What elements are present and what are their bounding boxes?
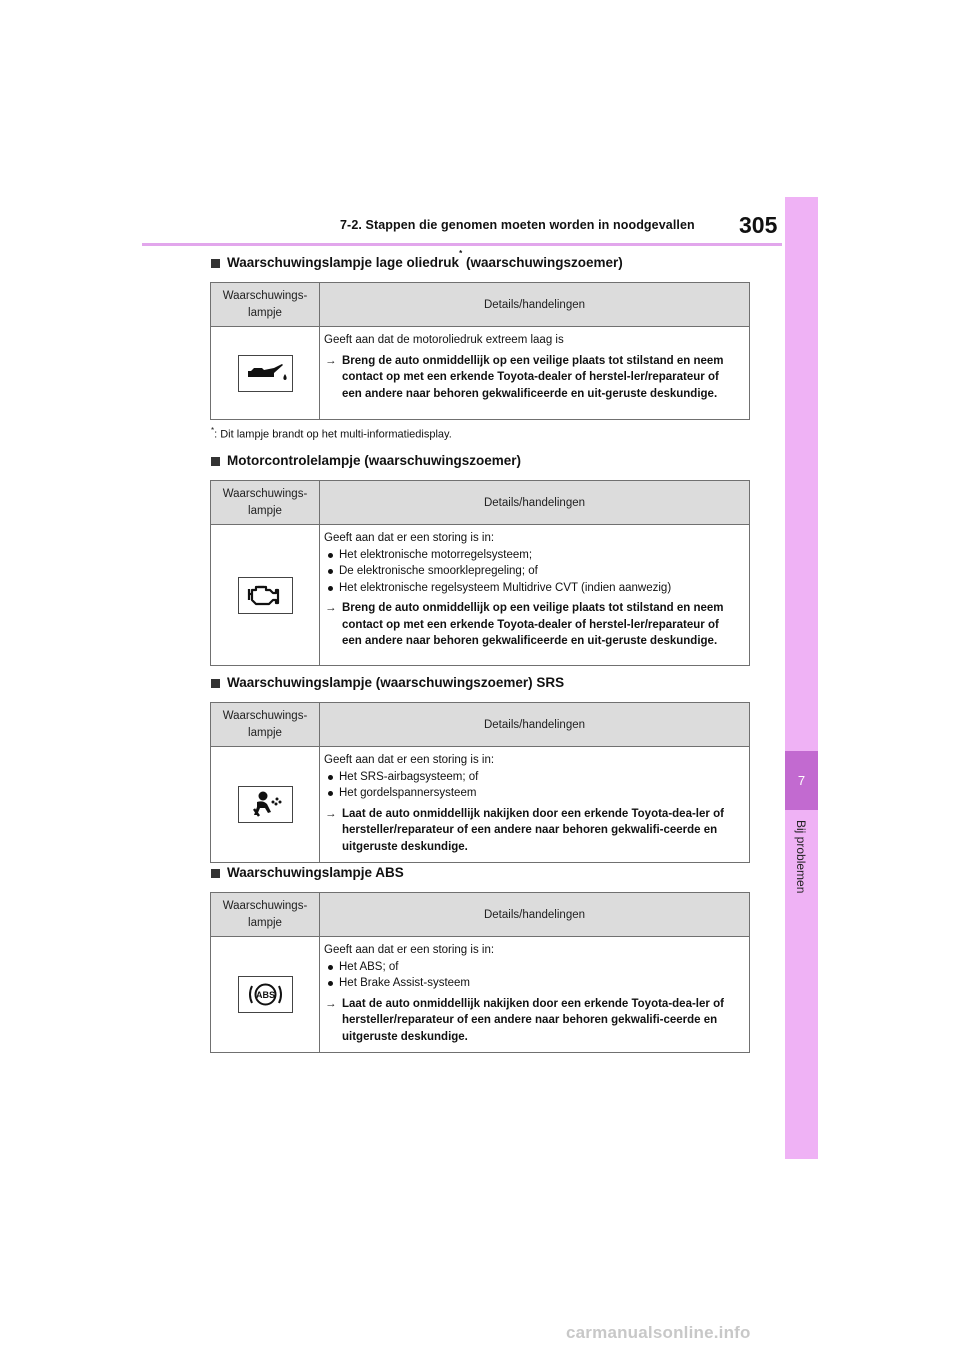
svg-text:ABS: ABS <box>255 990 275 1000</box>
action-instruction: → Breng de auto onmiddellijk op een veilige plaats tot stilstand en neem contact op met een erkende Toyota-dealer of herstel-ler/reparateur of een andere naar behoren gekwalificeerde en uit-geruste deskundige. <box>324 353 741 403</box>
square-bullet-icon <box>211 259 220 268</box>
table-header-lamp: Waarschuwings- lampje <box>211 283 320 327</box>
bullet-icon <box>328 965 333 970</box>
square-bullet-icon <box>211 679 220 688</box>
bullet-icon <box>328 569 333 574</box>
table-header-lamp: Waarschuwings- lampje <box>211 703 320 747</box>
section-heading-engine: Motorcontrolelampje (waarschuwingszoemer) <box>211 453 521 468</box>
table-header-details: Details/handelingen <box>320 481 750 525</box>
chapter-label: Bij problemen <box>794 820 808 894</box>
details-cell <box>320 327 750 420</box>
square-bullet-icon <box>211 457 220 466</box>
bullet-icon <box>328 586 333 591</box>
section-title: 7-2. Stappen die genomen moeten worden in noodgevallen <box>340 218 695 232</box>
icon-cell <box>211 747 320 863</box>
arrow-icon: → <box>325 807 337 820</box>
list-item: Het gordelspannersysteem <box>324 785 741 802</box>
chapter-number: 7 <box>785 751 818 810</box>
list-item: Het Brake Assist-systeem <box>324 975 741 992</box>
bullet-icon <box>328 981 333 986</box>
arrow-icon: → <box>325 602 337 614</box>
action-instruction: → Laat de auto onmiddellijk nakijken door een erkende Toyota-dea-ler of hersteller/reparateur of een andere naar behoren gekwalifi-ceerde en uitgeruste deskundige. <box>324 996 741 1046</box>
action-instruction: → Breng de auto onmiddellijk op een veilige plaats tot stilstand en neem contact op met een erkende Toyota-dealer of herstel-ler/reparateur of een andere naar behoren gekwalificeerde en uit-geruste deskundige. <box>324 600 741 650</box>
table-header-lamp: Waarschuwings- lampje <box>211 893 320 937</box>
icon-cell <box>211 525 320 666</box>
table-header-details: Details/handelingen <box>320 893 750 937</box>
action-instruction: → Laat de auto onmiddellijk nakijken door een erkende Toyota-dea-ler of hersteller/reparateur of een andere naar behoren gekwalifi-ceerde en uitgeruste deskundige. <box>324 806 741 856</box>
details-cell <box>320 747 750 863</box>
warning-table-engine <box>210 480 750 666</box>
engine-check-icon <box>238 577 293 614</box>
table-header-details: Details/handelingen <box>320 283 750 327</box>
table-header-lamp: Waarschuwings- lampje <box>211 481 320 525</box>
section-heading-oil-pressure: Waarschuwingslampje lage oliedruk * (waarschuwingszoemer) <box>211 255 623 270</box>
list-item: De elektronische smoorklepregeling; of <box>324 563 741 580</box>
details-intro: Geeft aan dat de motoroliedruk extreem laag is <box>324 334 564 346</box>
watermark: carmanualsonline.info <box>566 1323 751 1342</box>
chapter-side-tab <box>785 197 818 1159</box>
list-item: Het elektronische motorregelsysteem; <box>324 547 741 564</box>
warning-table-oil-pressure <box>210 282 750 420</box>
details-intro: Geeft aan dat er een storing is in: <box>324 944 495 956</box>
icon-cell <box>211 937 320 1053</box>
details-intro: Geeft aan dat er een storing is in: <box>324 532 495 544</box>
page-number: 305 <box>739 212 778 238</box>
bullet-icon <box>328 553 333 558</box>
table-header-details: Details/handelingen <box>320 703 750 747</box>
section-heading-abs: Waarschuwingslampje ABS <box>211 865 404 880</box>
list-item: Het SRS-airbagsysteem; of <box>324 769 741 786</box>
details-cell <box>320 937 750 1053</box>
arrow-icon: → <box>325 997 337 1010</box>
list-item: Het elektronische regelsysteem Multidrive CVT (indien aanwezig) <box>324 580 741 597</box>
abs-icon <box>238 976 293 1013</box>
header-divider <box>142 243 782 246</box>
warning-table-abs <box>210 892 750 1053</box>
arrow-icon: → <box>325 354 337 367</box>
section-heading-srs: Waarschuwingslampje (waarschuwingszoemer) SRS <box>211 675 564 690</box>
icon-cell <box>211 327 320 420</box>
square-bullet-icon <box>211 869 220 878</box>
warning-table-srs <box>210 702 750 863</box>
list-item: Het ABS; of <box>324 959 741 976</box>
details-intro: Geeft aan dat er een storing is in: <box>324 754 495 766</box>
srs-airbag-icon <box>238 786 293 823</box>
bullet-icon <box>328 775 333 780</box>
details-cell <box>320 525 750 666</box>
oil-pressure-icon <box>238 355 293 392</box>
bullet-icon <box>328 791 333 796</box>
footnote: *: Dit lampje brandt op het multi-informatiedisplay. <box>211 426 452 441</box>
